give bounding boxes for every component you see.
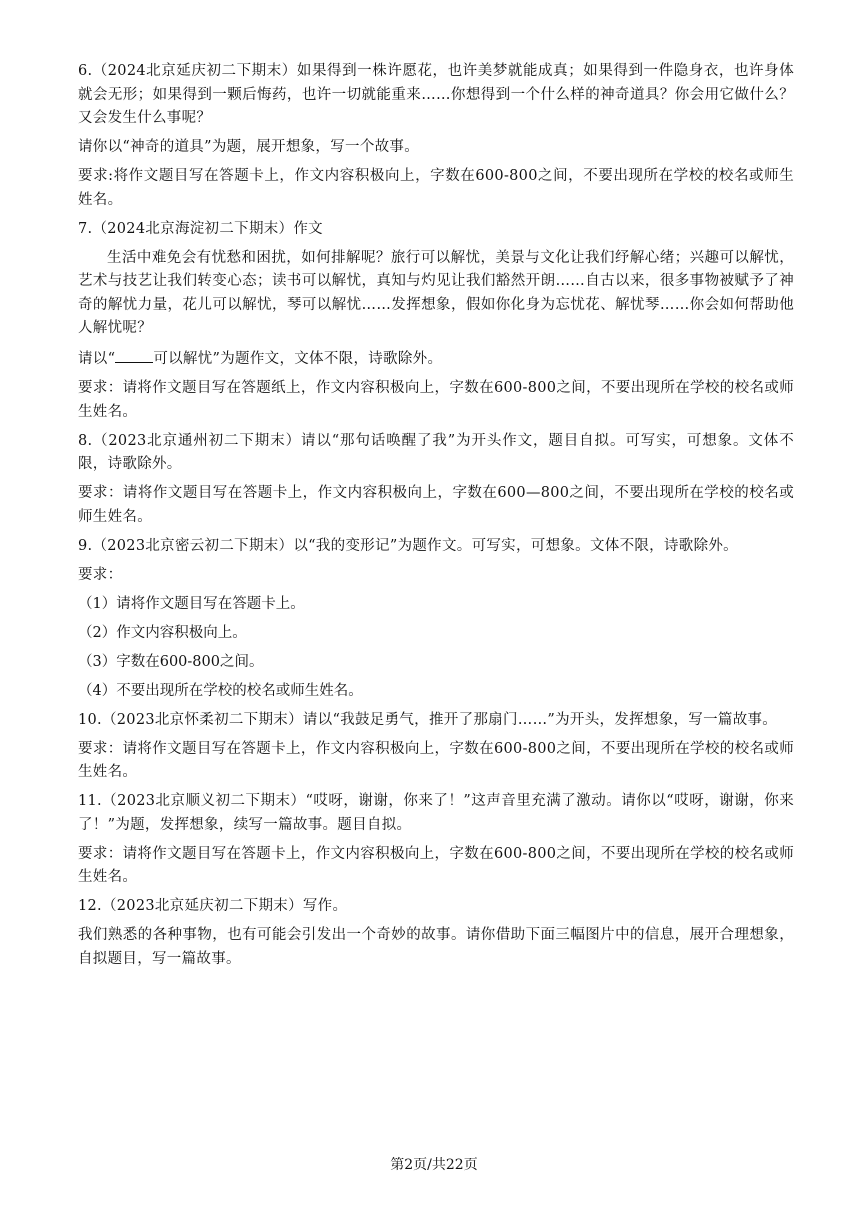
question-10-requirement: 要求：请将作文题目写在答题卡上，作文内容积极向上，字数在600-800之间，不要出现所在学校的校名或师生姓名。 <box>78 740 794 780</box>
question-11-prompt <box>78 790 794 837</box>
question-lead: 请以“我鼓足勇气，推开了那扇门……”为开头，发挥想象，写一篇故事。 <box>302 711 778 728</box>
question-7-requirement: 要求：请将作文题目写在答题纸上，作文内容积极向上，字数在600-800之间，不要出现所在学校的校名或师生姓名。 <box>78 380 794 420</box>
question-8-prompt <box>78 430 794 477</box>
document-page <box>78 60 794 977</box>
question-11-requirement: 要求：请将作文题目写在答题卡上，作文内容积极向上，字数在600-800之间，不要出现所在学校的校名或师生姓名。 <box>78 845 794 885</box>
question-7-body: 生活中难免会有忧愁和困扰，如何排解呢？旅行可以解忧，美景与文化让我们纾解心绪；兴趣可以解忧，艺术与技艺让我们转变心态；读书可以解忧，真知与灼见让我们豁然开朗……自古以来，很多事物被赋予了神奇的解忧力量，花儿可以解忧，琴可以解忧……发挥想象，假如你化身为忘忧花、解忧琴……你会如何帮助他人解忧呢？ <box>78 249 794 336</box>
question-6-prompt <box>78 60 794 131</box>
requirement-item: （3）字数在600-800之间。 <box>78 653 264 670</box>
question-number: 10. <box>78 711 102 728</box>
question-number: 7. <box>78 220 93 237</box>
fill-in-blank <box>115 346 153 363</box>
question-source: （2023北京通州初二下期末） <box>92 432 301 449</box>
question-source: （2023北京怀柔初二下期末） <box>101 711 303 728</box>
requirement-item: （4）不要出现所在学校的校名或师生姓名。 <box>78 682 363 699</box>
question-6-task: 请你以“神奇的道具”为题，展开想象，写一个故事。 <box>78 139 420 155</box>
question-9-prompt <box>78 535 794 559</box>
question-number: 6. <box>78 63 93 79</box>
requirement-item: （2）作文内容积极向上。 <box>78 624 247 641</box>
question-7-task: 请以“ 可以解忧”为题作文，文体不限，诗歌除外。 <box>78 346 794 372</box>
question-8-requirement: 要求：请将作文题目写在答题卡上，作文内容积极向上，字数在600—800之间，不要出现所在学校的校名或师生姓名。 <box>78 485 794 525</box>
question-number: 11. <box>78 793 102 809</box>
question-9-requirement-label: 要求： <box>78 566 123 583</box>
question-lead: 写作。 <box>302 898 348 914</box>
question-12-heading <box>78 895 794 919</box>
question-source: （2023北京密云初二下期末） <box>92 537 294 554</box>
question-lead: “哎呀，谢谢，你来了！”这声音里充满了激动。请你以“哎呀，谢谢，你来了！”为题，发挥想象，续写一篇故事。题目自拟。 <box>78 793 794 833</box>
question-source: （2024北京延庆初二下期末） <box>92 63 297 79</box>
question-number: 9. <box>78 537 93 554</box>
question-number: 12. <box>78 898 102 914</box>
question-source: （2023北京延庆初二下期末） <box>101 898 303 914</box>
question-lead: 作文 <box>293 220 323 237</box>
question-lead: 以“我的变形记”为题作文。可写实，可想象。文体不限，诗歌除外。 <box>293 537 738 554</box>
question-6-requirement: 要求:将作文题目写在答题卡上，作文内容积极向上，字数在600-800之间，不要出现所在学校的校名或师生姓名。 <box>78 168 794 208</box>
question-12-body: 我们熟悉的各种事物，也有可能会引发出一个奇妙的故事。请你借助下面三幅图片中的信息，展开合理想象，自拟题目，写一篇故事。 <box>78 927 794 967</box>
question-lead: 请以“那句话唤醒了我”为开头作文，题目自拟。可写实，可想象。文体不限，诗歌除外。 <box>78 432 794 472</box>
question-lead: 如果得到一株许愿花，也许美梦就能成真；如果得到一件隐身衣，也许身体就会无形；如果得到一颗后悔药，也许一切就能重来……你想得到一个什么样的神奇道具？你会用它做什么？又会发生什么事呢？ <box>78 63 794 126</box>
question-7-heading <box>78 218 794 242</box>
page-number-footer: 第2页/共22页 <box>390 1157 478 1173</box>
question-source: （2023北京顺义初二下期末） <box>101 793 306 809</box>
question-source: （2024北京海淀初二下期末） <box>92 220 294 237</box>
question-10-prompt <box>78 709 794 733</box>
requirement-item: （1）请将作文题目写在答题卡上。 <box>78 595 305 612</box>
question-number: 8. <box>78 432 93 449</box>
